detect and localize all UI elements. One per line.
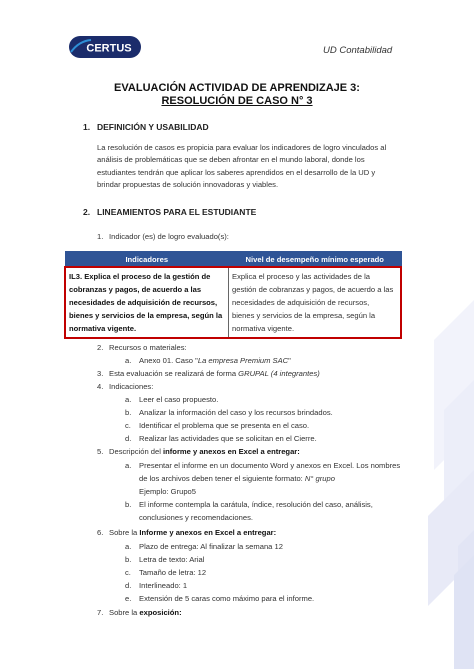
list-item-7: 7. Sobre la exposición:	[97, 608, 182, 617]
list-item-3: 3. Esta evaluación se realizará de forma GRUPAL (4 integrantes)	[97, 369, 320, 378]
list-subitem-5b: b. El informe contempla la carátula, índice, resolución del caso, análisis,	[125, 500, 373, 509]
certus-logo	[69, 36, 141, 58]
list-item-4: 4. Indicaciones:	[97, 382, 154, 391]
table-header-performance: Nivel de desempeño mínimo esperado	[229, 252, 402, 268]
section-number: 2.	[83, 207, 91, 217]
list-subitem-4d: d. Realizar las actividades que se solicitan en el Cierre.	[125, 434, 317, 443]
list-item-2: 2. Recursos o materiales:	[97, 343, 187, 352]
table-cell-performance: Explica el proceso y las actividades de la gestión de cobranzas y pagos, de acuerdo a las necesidades de adquisición de recursos, bienes y servicios de la empresa, según la normativa vigente.	[229, 267, 402, 338]
list-item-1: 1. Indicador (es) de logro evaluado(s):	[97, 232, 229, 241]
list-subitem-4a: a. Leer el caso propuesto.	[125, 395, 219, 404]
list-item-6: 6. Sobre la Informe y anexos en Excel a entregar:	[97, 528, 277, 537]
list-subitem-5a: a. Presentar el informe en un documento Word y anexos en Excel. Los nombres	[125, 461, 401, 470]
list-subitem-6c: c. Tamaño de letra: 12	[125, 568, 207, 577]
list-item-5: 5. Descripción del informe y anexos en Excel a entregar:	[97, 447, 300, 456]
list-subitem-2a: a. Anexo 01. Caso "La empresa Premium SAC"	[125, 356, 291, 365]
section-1-heading	[83, 122, 209, 132]
list-subitem-6b: b. Letra de texto: Arial	[125, 555, 205, 564]
indicators-table	[64, 251, 402, 339]
paragraph-line: análisis de problemáticas que se deben afrontar en el mundo laboral, donde los	[97, 155, 365, 165]
list-subitem-5b-line2: conclusiones y recomendaciones.	[139, 513, 253, 522]
section-2-heading	[83, 207, 256, 217]
list-subitem-4b: b. Analizar la información del caso y los recursos brindados.	[125, 408, 333, 417]
list-subitem-6a: a. Plazo de entrega: Al finalizar la semana 12	[125, 542, 283, 551]
logo-text: CERTUS	[86, 42, 132, 55]
paragraph-line: La resolución de casos es propicia para evaluar los indicadores de logro vinculados al	[97, 143, 387, 152]
paragraph-line: estudiantes tendrán que aplicar los saberes aprendidos en el desarrollo de la UD y	[97, 167, 376, 177]
list-subitem-5a-line3: Ejemplo: Grupo5	[139, 487, 196, 496]
document-subtitle: RESOLUCIÓN DE CASO N° 3	[161, 95, 313, 107]
table-cell-indicator: IL3. Explica el proceso de la gestión de cobranzas y pagos, de acuerdo a las necesidades de adquisición de recursos, bienes y servicios de la empresa, según la normativa vigente.	[65, 267, 229, 338]
paragraph-line: brindar propuestas de solución innovadoras y viables.	[97, 179, 279, 189]
section-number: 1.	[83, 122, 91, 132]
section-1-paragraph	[97, 142, 408, 191]
list-subitem-4c: c. Identificar el problema que se presenta en el caso.	[125, 421, 310, 430]
list-subitem-6d: d. Interlineado: 1	[125, 581, 188, 590]
list-subitem-6e: e. Extensión de 5 caras como máximo para el informe.	[125, 594, 315, 603]
unit-label: UD Contabilidad	[323, 45, 393, 56]
table-header-indicators: Indicadores	[65, 252, 229, 268]
document-title: EVALUACIÓN ACTIVIDAD DE APRENDIZAJE 3:	[114, 82, 360, 94]
list-subitem-5a-line2: de los archivos deben tener el siguiente formato: N° grupo	[139, 474, 335, 483]
section-title: DEFINICIÓN Y USABILIDAD	[97, 122, 209, 132]
section-title: LINEAMIENTOS PARA EL ESTUDIANTE	[97, 207, 257, 217]
